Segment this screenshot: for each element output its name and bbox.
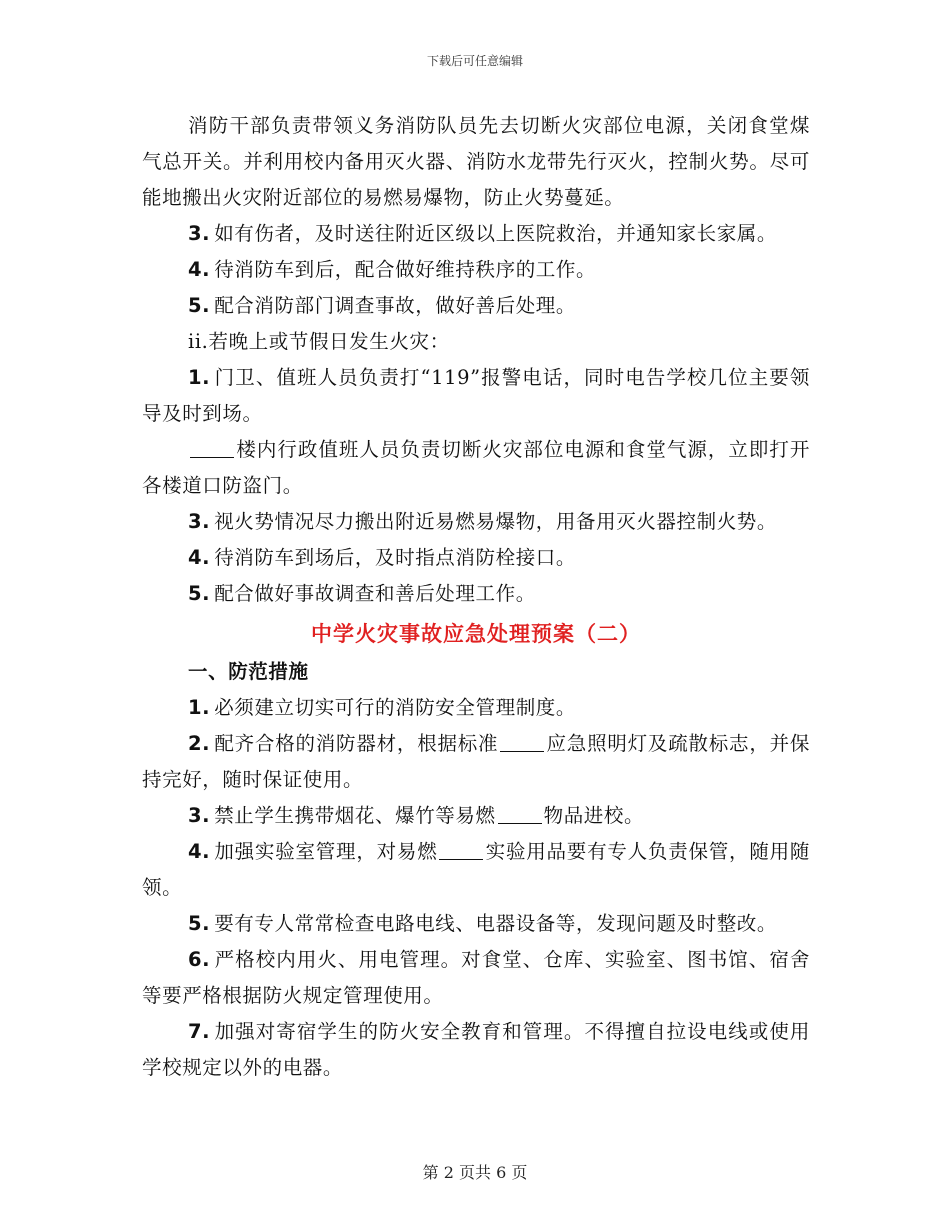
item-number: 3. [188, 222, 211, 245]
item-number: 5. [188, 582, 211, 605]
item-text: 加强实验室管理，对易燃 [214, 840, 438, 863]
item-number: 4. [188, 258, 211, 281]
item-number: 3. [188, 804, 211, 827]
item-number: 1. [188, 696, 211, 719]
item-number: 3. [188, 510, 211, 533]
list-item [142, 252, 810, 288]
section-heading: 一、防范措施 [188, 660, 309, 683]
item-number: 4. [188, 546, 211, 569]
list-item [142, 360, 810, 432]
item-text: 必须建立切实可行的消防安全管理制度。 [214, 696, 576, 719]
list-item [142, 576, 810, 612]
item-text: 物品进校。 [543, 804, 645, 827]
section-title: 中学火灾事故应急处理预案（二） [311, 622, 641, 646]
item-number: 7. [188, 1020, 211, 1043]
list-item [142, 726, 810, 798]
item-text: 门卫、值班人员负责打“119”报警电话，同时电告学校几位主要领导及时到场。 [142, 366, 810, 425]
item-text: 要有专人常常检查电路电线、电器设备等，发现问题及时整改。 [214, 912, 777, 935]
list-item [142, 216, 810, 252]
list-item [142, 690, 810, 726]
list-item [142, 1014, 810, 1086]
item-text: 实验用品要有专人负责保管，随用随领。 [142, 840, 810, 899]
paragraph: 消防干部负责带领义务消防队员先去切断火灾部位电源，关闭食堂煤气总开关。并利用校内备用灭火器、消防水龙带先行灭火，控制火势。尽可能地搬出火灾附近部位的易燃易爆物，防止火势蔓延。 [142, 114, 810, 209]
item-number: 4. [188, 840, 211, 863]
item-text: 严格校内用火、用电管理。对食堂、仓库、实验室、图书馆、宿舍等要严格根据防火规定管理使用。 [142, 948, 810, 1007]
item-number: 5. [188, 294, 211, 317]
list-item [142, 798, 810, 834]
list-item [142, 942, 810, 1014]
list-item [142, 432, 810, 504]
list-item [142, 288, 810, 324]
fill-blank [190, 439, 234, 458]
list-item [142, 834, 810, 906]
list-item [142, 906, 810, 942]
item-text: 禁止学生携带烟花、爆竹等易燃 [214, 804, 496, 827]
item-text: 待消防车到场后，及时指点消防栓接口。 [214, 546, 576, 569]
item-number: 6. [188, 948, 211, 971]
item-text: 配合做好事故调查和善后处理工作。 [214, 582, 536, 605]
item-text: 如有伤者，及时送往附近区级以上医院救治，并通知家长家属。 [214, 222, 777, 245]
fill-blank [439, 841, 483, 860]
document-body [142, 108, 810, 1086]
item-text: 配齐合格的消防器材，根据标准 [214, 732, 499, 755]
item-text: 视火势情况尽力搬出附近易燃易爆物，用备用灭火器控制火势。 [214, 510, 777, 533]
item-text: 配合消防部门调查事故，做好善后处理。 [214, 294, 576, 317]
item-text: 加强对寄宿学生的防火安全教育和管理。不得擅自拉设电线或使用学校规定以外的电器。 [142, 1020, 810, 1079]
fill-blank [500, 733, 544, 752]
list-item [142, 540, 810, 576]
fill-blank [498, 805, 542, 824]
page-header: 下载后可任意编辑 [426, 54, 523, 68]
item-number: 2. [188, 732, 211, 755]
paragraph: ii.若晚上或节假日发生火灾： [188, 330, 450, 353]
page-footer: 第 2 页共 6 页 [422, 1163, 528, 1182]
item-number: 1. [188, 366, 211, 389]
item-text: 楼内行政值班人员负责切断火灾部位电源和食堂气源，立即打开各楼道口防盗门。 [142, 438, 810, 497]
list-item [142, 504, 810, 540]
item-number: 5. [188, 912, 211, 935]
item-text: 待消防车到后，配合做好维持秩序的工作。 [214, 258, 597, 281]
item-text: 应急照明灯及疏散标志，并保持完好，随时保证使用。 [142, 732, 810, 791]
